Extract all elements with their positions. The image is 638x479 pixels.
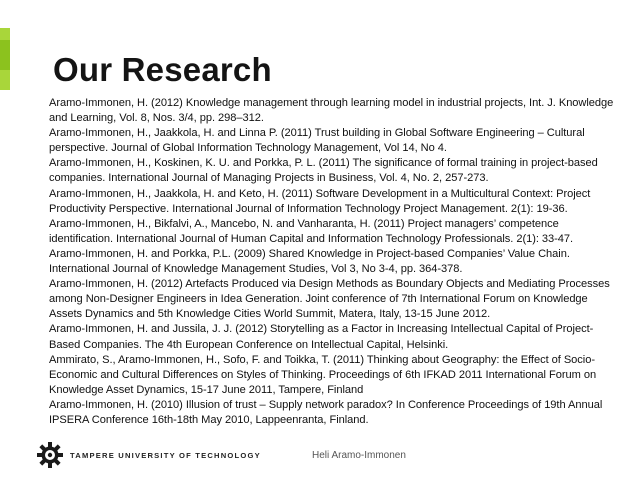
accent-bar-dark xyxy=(0,40,10,70)
reference-list xyxy=(49,96,615,428)
reference-item: Aramo-Immonen, H. (2010) Illusion of trust – Supply network paradox? In Conference Proceedings of 19th Annual IPSERA Conference 16th-18th May 2010, Lappeenranta, Finland. xyxy=(49,398,603,426)
university-logo xyxy=(36,443,261,467)
reference-item: Aramo-Immonen, H., Bikfalvi, A., Mancebo, N. and Vanharanta, H. (2011) Project managers’ competence identification. International Journal of Human Capital and Information Technology Professionals. 2(1): 33-47. xyxy=(49,217,574,245)
university-name: TAMPERE UNIVERSITY OF TECHNOLOGY xyxy=(70,450,261,460)
reference-item: Aramo-Immonen, H., Koskinen, K. U. and Porkka, P. L. (2011) The significance of formal training in project-based companies. International Journal of Managing Projects in Business, Vol. 4, No. 2, 257-273. xyxy=(49,157,598,185)
reference-item: Aramo-Immonen, H. and Porkka, P.L. (2009) Shared Knowledge in Project-based Companies’ Value Chain. International Journal of Knowledge Management Studies, Vol 3, No 3-4, pp. 364-378. xyxy=(49,247,570,276)
footer-author: Heli Aramo-Immonen xyxy=(312,450,406,461)
reference-item: Aramo-Immonen, H. and Jussila, J. J. (2012) Storytelling as a Factor in Increasing Intellectual Capital of Project-Based Companies. The 4th European Conference on Intellectual Capital, Helsinki. xyxy=(49,323,594,351)
gear-icon xyxy=(36,441,64,469)
reference-item: Aramo-Immonen, H. (2012) Artefacts Produced via Design Methods as Boundary Objects and Mediating Processes among Non-Designer Engineers in Idea Generation. Joint conference of 7th International Forum on Knowledge Assets Dynamics and 5th Knowledge Cities World Summit, Matera, Italy, 13-15 June 2012. xyxy=(49,278,610,321)
slide-title: Our Research xyxy=(53,51,272,88)
reference-item: Ammirato, S., Aramo-Immonen, H., Sofo, F. and Toikka, T. (2011) Thinking about Geography: the Effect of Socio-Economic and Cultural Differences on Styles of Thinking. Proceedings of 6th IFKAD 2011 International Forum on Knowledge Asset Dynamics, 15-17 June 2011, Tampere, Finland xyxy=(49,353,597,396)
reference-item: Aramo-Immonen, H. (2012) Knowledge management through learning model in industrial projects, Int. J. Knowledge and Learning, Vol. 8, Nos. 3/4, pp. 298–312. xyxy=(49,97,614,125)
reference-item: Aramo-Immonen, H., Jaakkola, H. and Keto, H. (2011) Software Development in a Multicultural Context: Project Productivity Perspective. International Journal of Information Technology Project Management. 2(1): 19-36. xyxy=(49,187,591,215)
reference-item: Aramo-Immonen, H., Jaakkola, H. and Linna P. (2011) Trust building in Global Software Engineering – Cultural perspective. Journal of Global Information Technology Management, Vol 14, No 4. xyxy=(49,127,585,155)
